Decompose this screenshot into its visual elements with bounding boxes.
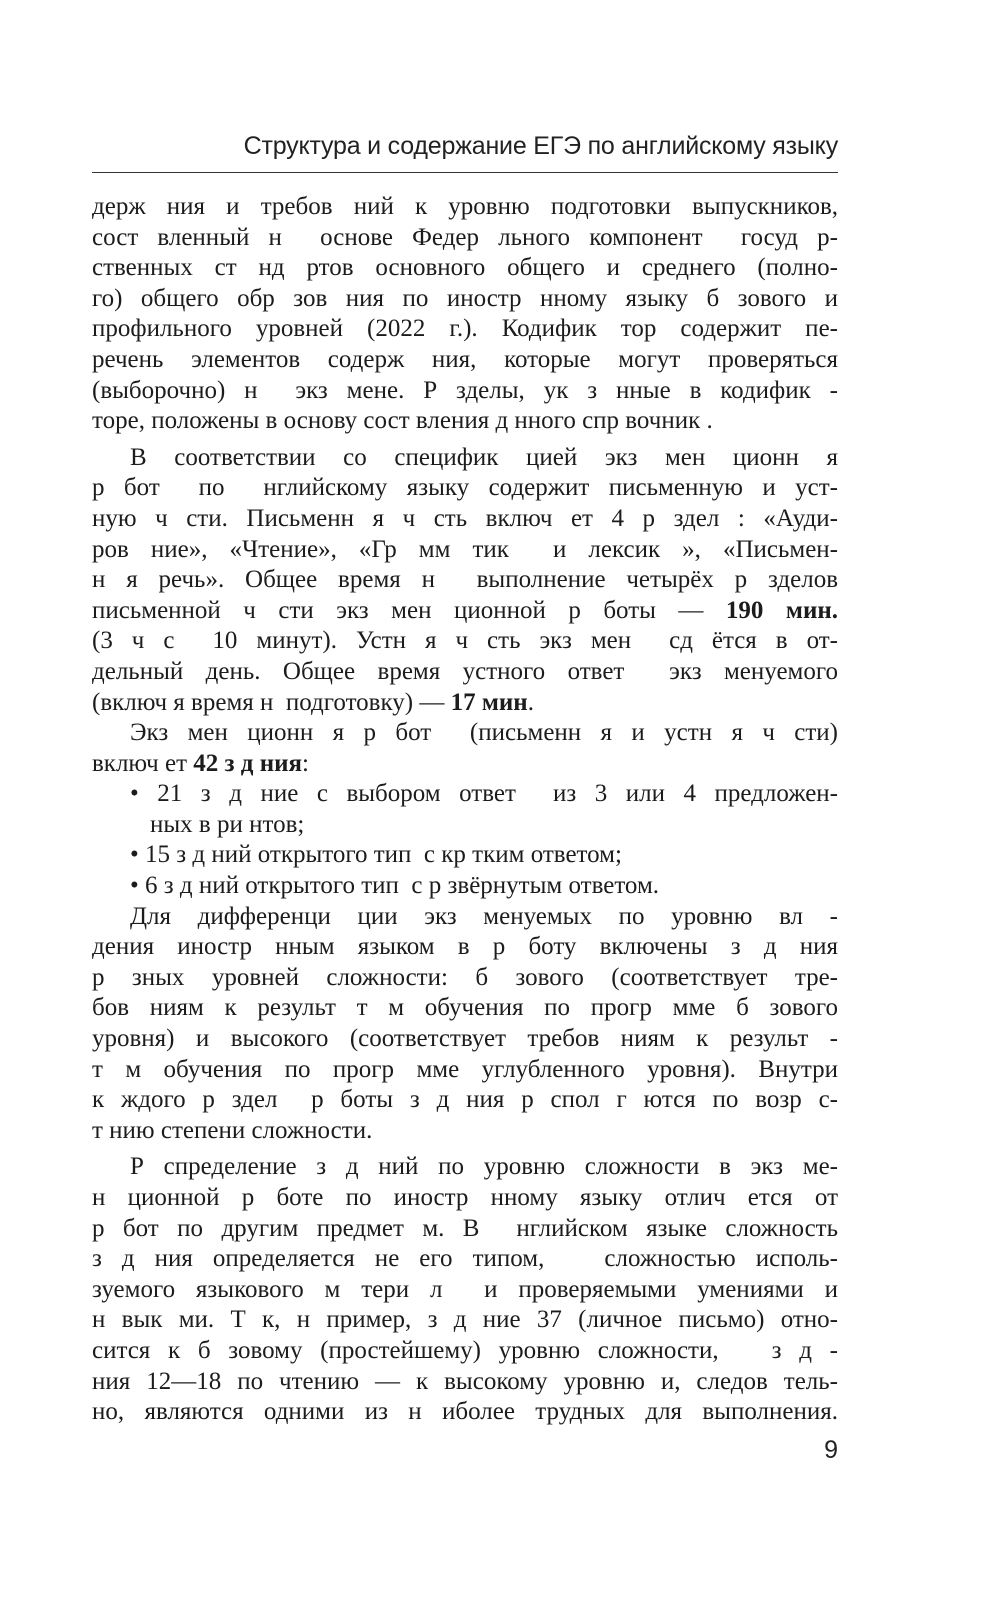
text-line: бов ниям к результ т м обучения по прогр мме б зового — [92, 994, 838, 1022]
text-line: к ждого р здел р боты з д ния р спол г ются по возр с- — [92, 1086, 838, 1114]
text-line: Экз мен ционн я р бот (письменн я и устн я ч сти) — [130, 719, 838, 747]
body-text — [92, 192, 838, 1428]
text-line: ров ние», «Чтение», «Гр мм тик и лексик », «Письмен- — [92, 535, 838, 563]
text-line: речень элементов содерж ния, которые могут проверяться — [92, 345, 838, 373]
text-line: ную ч сти. Письменн я ч сть включ ет 4 р здел : «Ауди- — [92, 504, 838, 532]
text-line: сится к б зовому (простейшему) уровню сложности, з д - — [92, 1336, 838, 1364]
text-line: Р спределение з д ний по уровню сложности в экз ме- — [130, 1153, 838, 1181]
text-line: (выборочно) н экз мене. Р зделы, ук з нные в кодифик - — [92, 376, 838, 404]
text-line: В соответствии со специфик цией экз мен ционн я — [130, 443, 838, 471]
bullet-item-continuation: ных в ри нтов; — [150, 810, 305, 838]
text-line-bold-time — [92, 688, 838, 719]
text-run: письменной ч сти экз мен ционной р боты — — [92, 596, 726, 624]
text-line: Для дифференци ции экз менуемых по уровню вл - — [130, 902, 838, 930]
text-line: торе, положены в основу сост вления д нного спр вочник . — [92, 407, 713, 435]
text-line: т м обучения по прогр мме углубленного уровня). Внутри — [92, 1055, 838, 1083]
bold-task-count: 42 з д ния — [193, 749, 303, 777]
text-line: т нию степени сложности. — [92, 1116, 373, 1144]
text-line: зуемого языкового м тери л и проверяемыми умениями и — [92, 1275, 838, 1303]
bullet-item: • 6 з д ний открытого тип с р звёрнутым ответом. — [130, 872, 660, 900]
text-line: держ ния и требов ний к уровню подготовки выпускников, — [92, 193, 838, 220]
text-line: ния 12—18 по чтению — к высокому уровню и, следов тель- — [92, 1367, 838, 1395]
text-run: (включ я время н подготовку) — — [92, 688, 451, 716]
text-line: н я речь». Общее время н выполнение четырёх р зделов — [92, 566, 838, 594]
bullet-item: • 15 з д ний открытого тип с кр тким ответом; — [130, 841, 622, 869]
running-head: Структура и содержание ЕГЭ по английскому языку — [243, 132, 838, 160]
text-line: уровня) и высокого (соответствует требов ниям к результ - — [92, 1025, 838, 1053]
text-run: : — [302, 749, 309, 777]
bold-time-190: 190 мин. — [725, 596, 838, 624]
text-line: го) общего обр зов ния по иностр нному языку б зового и — [92, 284, 838, 312]
page-number: 9 — [824, 1436, 838, 1464]
text-line: з д ния определяется не его типом, сложностью исполь- — [92, 1245, 838, 1273]
text-line: дения иностр нным языком в р боту включены з д ния — [92, 933, 838, 961]
text-run: включ ет — [92, 749, 194, 777]
text-line: р зных уровней сложности: б зового (соответствует тре- — [92, 963, 838, 991]
text-run: . — [527, 688, 534, 716]
bullet-item: • 21 з д ние с выбором ответ из 3 или 4 предложен- — [130, 780, 838, 808]
text-line: но, являются одними из н иболее трудных для выполнения. — [92, 1398, 838, 1426]
text-line: сост вленный н основе Федер льного компонент госуд р- — [92, 223, 838, 251]
header-rule — [92, 172, 838, 173]
text-line: (3 ч с 10 минут). Устн я ч сть экз мен сд ётся в от- — [92, 627, 838, 655]
text-line: ственных ст нд ртов основного общего и среднего (полно- — [92, 254, 838, 282]
text-line-bold-time — [92, 596, 838, 627]
text-line: профильного уровней (2022 г.). Кодифик тор содержит пе- — [92, 315, 838, 343]
text-line: р бот по нглийскому языку содержит письменную и уст- — [92, 474, 838, 502]
text-line-bold-count — [92, 749, 838, 780]
bold-time-17: 17 мин — [450, 688, 528, 716]
text-line: дельный день. Общее время устного ответ экз менуемого — [92, 657, 838, 685]
text-line: н ционной р боте по иностр нному языку отлич ется от — [92, 1184, 838, 1211]
text-line: н вык ми. Т к, н пример, з д ние 37 (личное письмо) отно- — [92, 1306, 838, 1334]
text-line: р бот по другим предмет м. В нглийском языке сложность — [92, 1214, 838, 1242]
